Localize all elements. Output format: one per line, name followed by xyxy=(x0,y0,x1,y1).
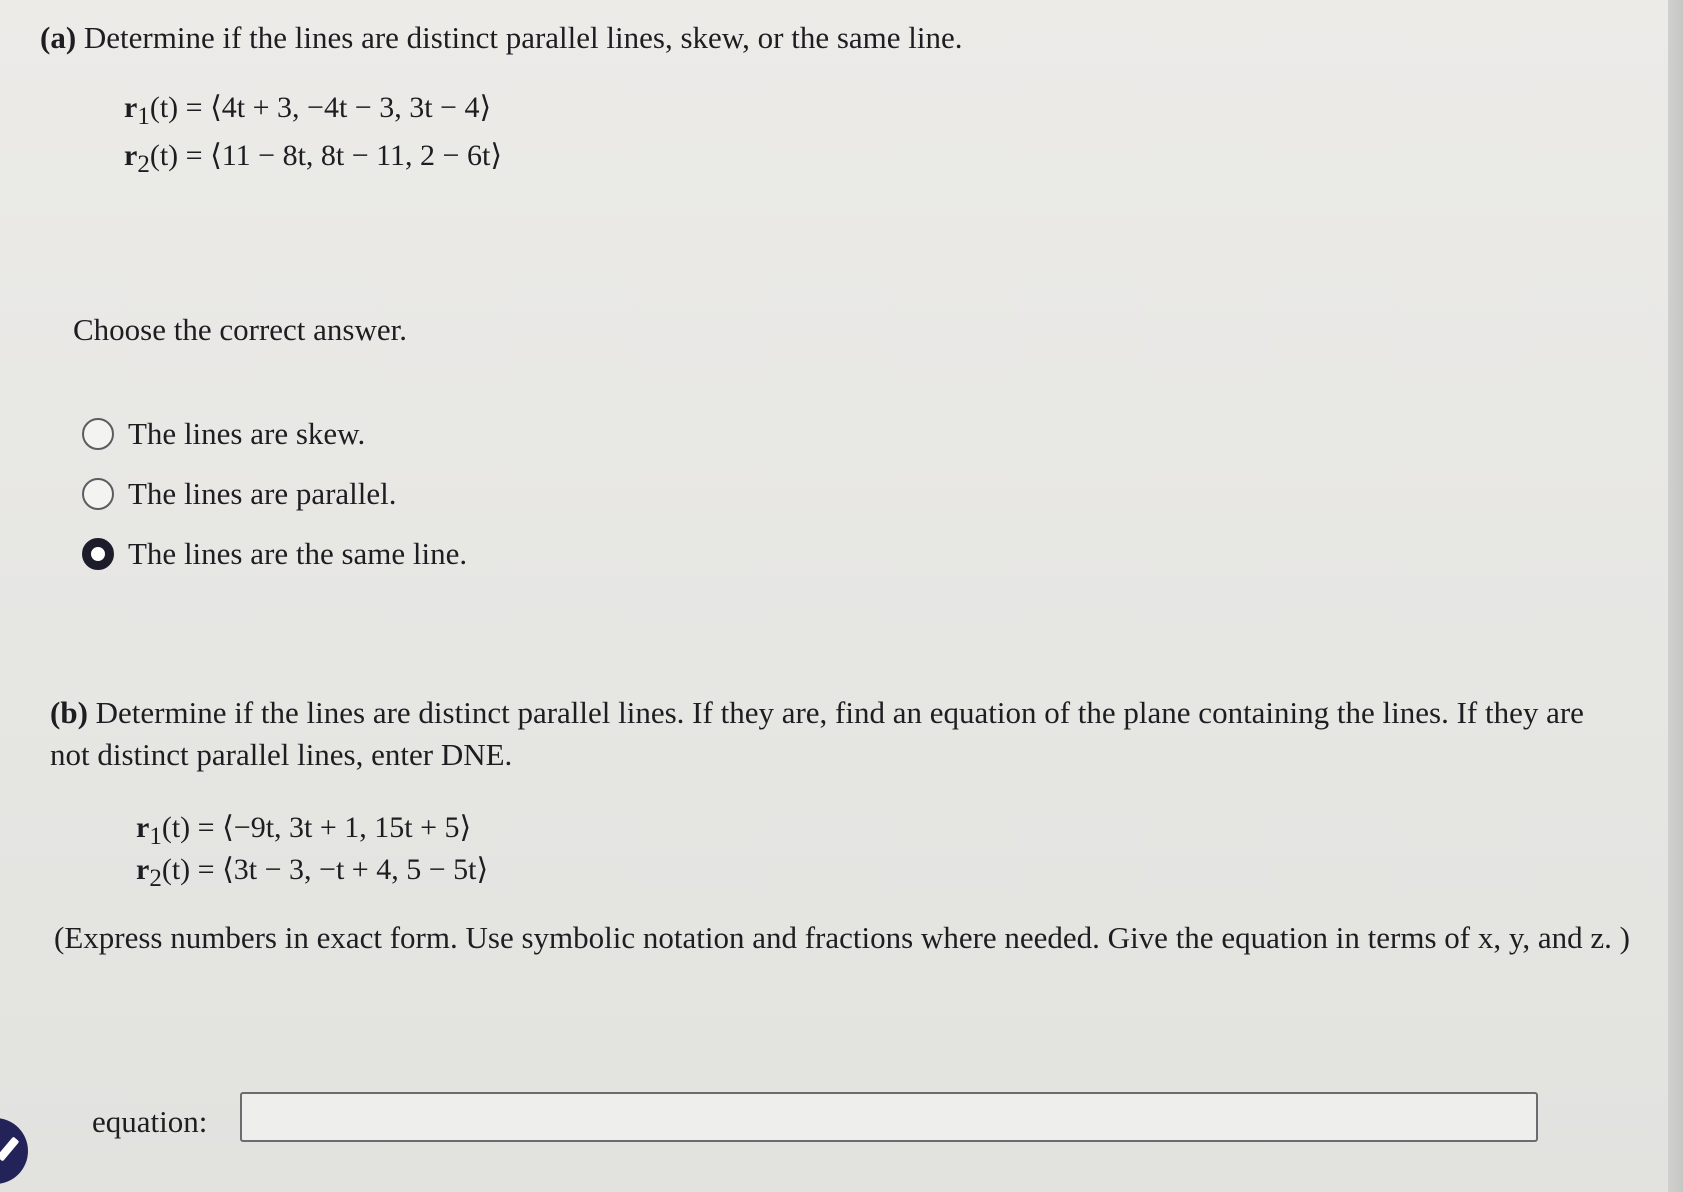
vector-expression: = ⟨−9t, 3t + 1, 15t + 5⟩ xyxy=(190,811,472,844)
vector-expression: = ⟨3t − 3, −t + 4, 5 − 5t⟩ xyxy=(190,853,489,886)
part-a-label: (a) xyxy=(40,20,77,55)
vector-subscript: 2 xyxy=(137,151,150,178)
vector-name: r xyxy=(136,811,150,844)
vector-argument: (t) xyxy=(149,139,179,172)
page-edge xyxy=(1668,0,1683,1192)
option-same-line[interactable] xyxy=(82,532,467,576)
option-skew[interactable] xyxy=(82,412,365,456)
radio-button-parallel[interactable] xyxy=(82,478,114,510)
part-a-question xyxy=(40,18,963,58)
option-label[interactable]: The lines are the same line. xyxy=(128,536,468,571)
part-b-question-text: Determine if the lines are distinct parallel lines. If they are, find an equation of the plane containing the lines. If they are not distinct parallel lines, enter DNE. xyxy=(50,695,1584,772)
option-label[interactable]: The lines are parallel. xyxy=(128,476,397,511)
radio-button-same-line-selected[interactable] xyxy=(82,538,114,570)
part-b-label: (b) xyxy=(50,695,88,730)
vector-argument: (t) xyxy=(161,853,191,886)
vector-expression: = ⟨4t + 3, −4t − 3, 3t − 4⟩ xyxy=(178,91,492,124)
vector-expression: = ⟨11 − 8t, 8t − 11, 2 − 6t⟩ xyxy=(178,139,503,172)
part-a-equation-r1 xyxy=(124,88,491,137)
vector-subscript: 1 xyxy=(149,823,162,850)
vector-name: r xyxy=(136,853,150,886)
part-a-question-text: Determine if the lines are distinct parallel lines, skew, or the same line. xyxy=(83,20,963,55)
equation-input[interactable] xyxy=(240,1092,1538,1142)
vector-name: r xyxy=(124,139,138,172)
option-label[interactable]: The lines are skew. xyxy=(128,416,366,451)
vector-name: r xyxy=(124,91,138,124)
pen-tool-button[interactable] xyxy=(0,1118,28,1184)
pen-icon xyxy=(0,1136,19,1161)
equation-label: equation: xyxy=(92,1104,208,1139)
part-a-equation-r2 xyxy=(124,136,502,185)
radio-button-skew[interactable] xyxy=(82,418,114,450)
answer-format-note: (Express numbers in exact form. Use symbolic notation and fractions where needed. Give the equation in terms of x, y, and z. ) xyxy=(54,920,1630,955)
part-b-equation-r2 xyxy=(136,850,488,899)
choose-answer-prompt: Choose the correct answer. xyxy=(73,312,407,347)
vector-argument: (t) xyxy=(149,91,179,124)
option-parallel[interactable] xyxy=(82,472,397,516)
vector-subscript: 2 xyxy=(149,865,162,892)
vector-argument: (t) xyxy=(161,811,191,844)
vector-subscript: 1 xyxy=(137,103,150,130)
part-b-question xyxy=(50,692,1630,776)
